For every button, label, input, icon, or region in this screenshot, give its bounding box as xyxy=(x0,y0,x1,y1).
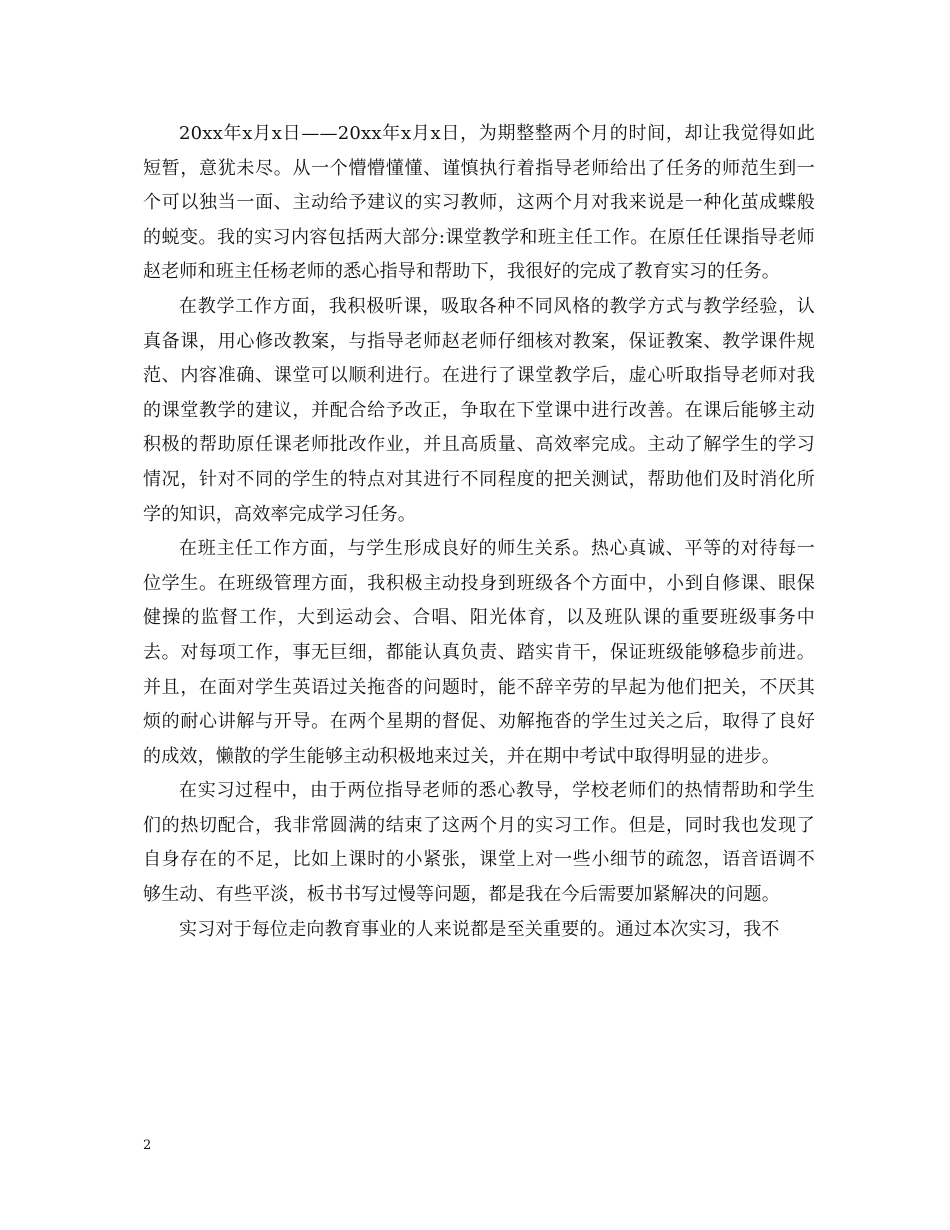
paragraph-class-teacher-work: 在班主任工作方面，与学生形成良好的师生关系。热心真诚、平等的对待每一位学生。在班级管理方面，我积极主动投身到班级各个方面中，小到自修课、眼保健操的监督工作，大到运动会、合唱、阳光体育，以及班队课的重要班级事务中去。对每项工作，事无巨细，都能认真负责、踏实肯干，保证班级能够稳步前进。并且，在面对学生英语过关拖沓的问题时，能不辞辛劳的早起为他们把关，不厌其烦的耐心讲解与开导。在两个星期的督促、劝解拖沓的学生过关之后，取得了良好的成效，懒散的学生能够主动积极地来过关，并在期中考试中取得明显的进步。 xyxy=(143,538,815,767)
page-number: 2 xyxy=(143,1138,152,1153)
document-body xyxy=(143,117,815,947)
paragraph-internship-period: 20xx年x月x日——20xx年x月x日，为期整整两个月的时间，却让我觉得如此短暂，意犹未尽。从一个懵懵懂懂、谨慎执行着指导老师给出了任务的师范生到一个可以独当一面、主动给予建议的实习教师，这两个月对我来说是一种化茧成蝶般的蜕变。我的实习内容包括两大部分:课堂教学和班主任工作。在原任任课指导老师赵老师和班主任杨老师的悉心指导和帮助下，我很好的完成了教育实习的任务。 xyxy=(143,123,815,283)
paragraph-importance: 实习对于每位走向教育事业的人来说都是至关重要的。通过本次实习，我不 xyxy=(179,918,780,940)
paragraph-reflection: 在实习过程中，由于两位指导老师的悉心教导，学校老师们的热情帮助和学生们的热切配合，我非常圆满的结束了这两个月的实习工作。但是，同时我也发现了自身存在的不足，比如上课时的小紧张，课堂上对一些小细节的疏忽，语音语调不够生动、有些平淡，板书书写过慢等问题，都是我在今后需要加紧解决的问题。 xyxy=(143,780,815,906)
paragraph-teaching-work: 在教学工作方面，我积极听课，吸取各种不同风格的教学方式与教学经验，认真备课，用心修改教案，与指导老师赵老师仔细核对教案，保证教案、教学课件规范、内容准确、课堂可以顺利进行。在进行了课堂教学后，虚心听取指导老师对我的课堂教学的建议，并配合给予改正，争取在下堂课中进行改善。在课后能够主动积极的帮助原任课老师批改作业，并且高质量、高效率完成。主动了解学生的学习情况，针对不同的学生的特点对其进行不同程度的把关测试，帮助他们及时消化所学的知识，高效率完成学习任务。 xyxy=(143,295,815,525)
